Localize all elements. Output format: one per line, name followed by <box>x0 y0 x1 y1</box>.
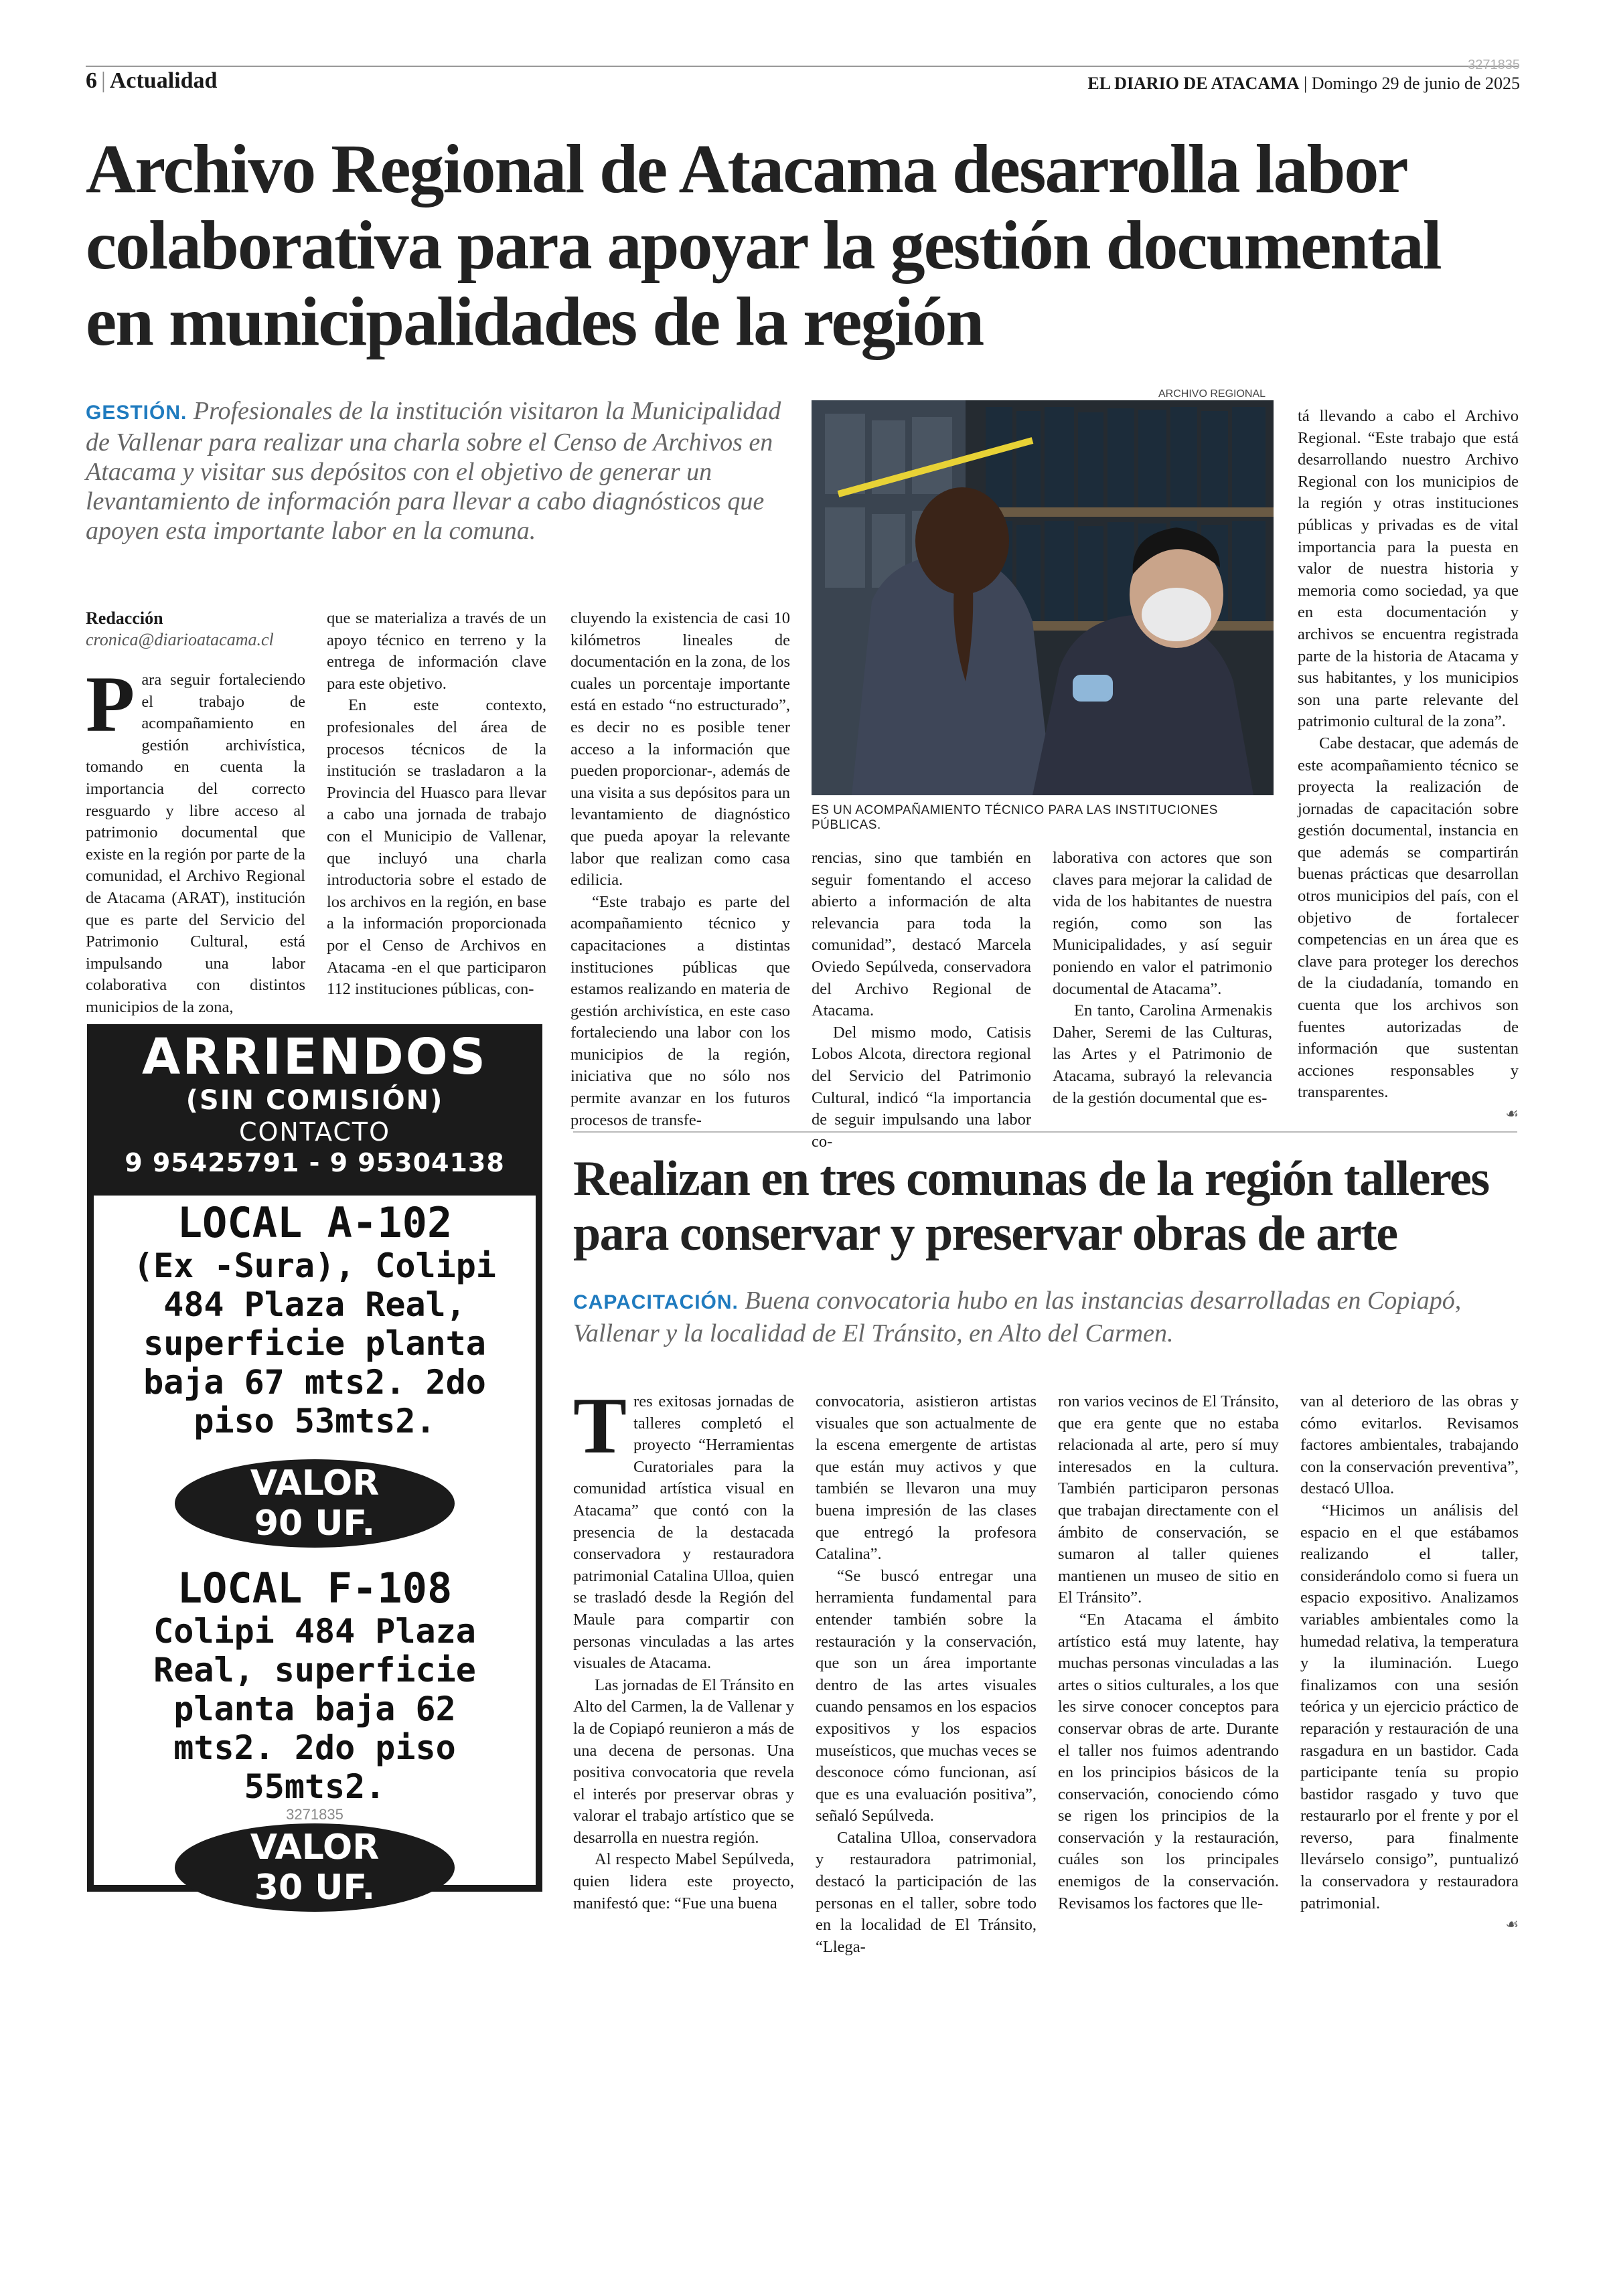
paragraph: que se materializa a través de un apoyo técnico en terreno y la entrega de información clave para este objetivo. <box>327 609 546 693</box>
page-number: 6 <box>86 68 97 93</box>
second-headline: Realizan en tres comunas de la región talleres para conservar y preservar obras de arte <box>573 1151 1489 1261</box>
paragraph: rencias, sino que también en seguir fomentando el acceso abierto a información de alta relevancia para toda la comunidad”, destacó Marcela Oviedo Sepúlveda, conservadora del Archivo Regional de Atacama. <box>812 849 1031 1020</box>
ad-contact-label: CONTACTO <box>238 1117 391 1147</box>
local2-title: LOCAL F-108 <box>177 1564 453 1613</box>
article1-column-6 <box>1298 406 1519 1126</box>
lead-kicker: GESTIÓN. <box>86 402 187 424</box>
valor-label: VALOR <box>250 1463 380 1503</box>
valor-label: VALOR <box>250 1827 380 1868</box>
dropcap: P <box>86 659 135 748</box>
article2-column-4 <box>1300 1391 1519 1937</box>
byline <box>86 608 313 651</box>
header-separator: | <box>101 68 106 93</box>
article2-column-2 <box>816 1391 1037 1958</box>
local1-description: (Ex -Sura), Colipi 484 Plaza Real, superficie planta baja 67 mts2. 2do piso 53mts2. <box>133 1246 496 1441</box>
ad-title: ARRIENDOS <box>142 1028 487 1086</box>
article2-column-1 <box>573 1381 794 1914</box>
lead-kicker: CAPACITACIÓN. <box>573 1291 739 1313</box>
photo-illustration <box>812 400 1274 795</box>
rental-advertisement <box>87 1024 542 1908</box>
article1-column-3 <box>570 608 790 1131</box>
byline-email: cronica@diarioatacama.cl <box>86 630 274 649</box>
lead-text: Buena convocatoria hubo en las instancias desarrolladas en Copiapó, Vallenar y la localidad de El Tránsito, en Alto del Carmen. <box>573 1287 1462 1347</box>
article-photo <box>812 400 1274 795</box>
paragraph: laborativa con actores que son claves para mejorar la calidad de vida de los habitantes de nuestra región, como son las Municipalidades, y así seguir poniendo en valor el patrimonio documental de Atacama”. <box>1053 849 1272 998</box>
photo-credit: ARCHIVO REGIONAL <box>1158 388 1266 400</box>
paragraph: convocatoria, asistieron artistas visuales que son actualmente de la escena emergente de artistas que están muy activos y que también se llevaron una muy buena impresión de las clases que entregó la profesora Catalina”. <box>816 1392 1037 1564</box>
byline-name: Redacción <box>86 608 163 628</box>
newspaper-name: EL DIARIO DE ATACAMA <box>1087 74 1300 93</box>
paragraph: En este contexto, profesionales del área de procesos técnicos de la institución se trasladaron a la Provincia del Huasco para llevar a cabo una jornada de trabajo con el Municipio de Vallenar, que incluyó una charla introductoria sobre el estado de los archivos en la región, en base a la información proporcionada por el Censo de Archivos en Atacama -en el que participaron 112 instituciones públicas, con- <box>327 696 546 999</box>
paragraph: Al respecto Mabel Sepúlveda, quien lidera este proyecto, manifestó que: “Fue una buena <box>573 1850 794 1912</box>
paragraph: cluyendo la existencia de casi 10 kilómetros lineales de documentación en la zona, de los cuales un porcentaje importante está en estado “no estructurado”, es decir no es posible tener acceso a la información que pueden proporcionar-, además de una visita a sus depósitos para un levantamiento de diagnóstico que pueda apoyar la relevante labor que realizan como casa edilicia. <box>570 609 790 890</box>
local2-description: Colipi 484 Plaza Real, superficie planta baja 62 mts2. 2do piso 55mts2. <box>153 1612 476 1806</box>
section-name: Actualidad <box>109 68 218 93</box>
local1-price: 90 UF. <box>254 1503 376 1544</box>
ad-phones: 9 95425791 - 9 95304138 <box>125 1148 505 1177</box>
dateline-separator: | <box>1299 74 1312 93</box>
column-text: res exitosas jornadas de talleres completó el proyecto “Herramientas Curatoriales para la comunidad artística visual en Atacama” que contó con la presencia de la destacada conservadora y restauradora patrimonial Catalina Ulloa, quien se trasladó desde la Región del Maule para compartir con personas vinculadas a las artes visuales de Atacama. <box>573 1392 794 1673</box>
paragraph: “Hicimos un análisis del espacio en el que estábamos realizando el taller, considerándolo como si fuera un espacio expositivo. Analizamos variables ambientales como la humedad relativa, la temperatura y la iluminación. Luego finalizamos con una sesión teórica y un ejercicio práctico de reparación y restauración de una rasgadura en un bastidor. Cada participante tenía su propio bastidor rasgado y tuvo que restaurarlo por el frente y por el reverso, para finalmente llevárselo consigo”, puntualizó la conservadora y restauradora patrimonial. <box>1300 1501 1519 1912</box>
article1-column-1 <box>86 659 305 1019</box>
newspaper-dateline <box>1087 74 1520 94</box>
ad-subtitle: (SIN COMISIÓN) <box>185 1085 444 1116</box>
paragraph: “En Atacama el ámbito artístico está muy latente, hay muchas personas vinculadas a las artes o sitios culturales, a los que les sirve conocer conceptos para conservar obras de arte. Durante el taller nos fuimos adentrando en los principios básicos de la conservación, conociendo cómo se rigen los principios de la conservación y la restauración, cuáles son los principales enemigos de la conservación. Revisamos los factores que lle- <box>1058 1610 1279 1912</box>
dropcap: T <box>573 1381 627 1470</box>
paragraph: Las jornadas de El Tránsito en Alto del Carmen, la de Vallenar y la de Copiapó reunieron a más de una decena de personas. Una positiva convocatoria que revela el interés por preservar obras y valorar el trabajo artístico que se desarrolla en nuestra región. <box>573 1675 794 1847</box>
article-divider <box>573 1131 1517 1133</box>
paragraph: Cabe destacar, que además de este acompañamiento técnico se proyecta la realización de jornadas de capacitación sobre gestión documental, instancia en que además se compartirán buenas prácticas que desarrollan otros municipios del país, con el objetivo de fortalecer competencias en un área que es clave para proteger los derechos de la ciudadanía, tomando en cuenta que los archivos son fuentes autorizadas de información que sustentan acciones responsables y transparentes. <box>1298 734 1519 1102</box>
ad-header <box>87 1024 542 1190</box>
local2-price: 30 UF. <box>254 1868 376 1908</box>
article1-column-2 <box>327 608 546 1001</box>
paragraph: Catalina Ulloa, conservadora y restauradora patrimonial, destacó la participación de las personas en el taller, sobre todo en la localidad de El Tránsito, “Llega- <box>816 1828 1037 1956</box>
column-text: ara seguir fortaleciendo el trabajo de acompañamiento en gestión archivística, tomando en cuenta la importancia del correcto resguardo y libre acceso al patrimonio documental que existe en la región por parte de la comunidad, el Archivo Regional de Atacama (ARAT), institución que es parte del Servicio del Patrimonio Cultural, está impulsando una labor colaborativa con distintos municipios de la zona, <box>86 671 305 1016</box>
paragraph: Del mismo modo, Catisis Lobos Alcota, directora regional del Servicio del Patrimonio Cultural, indicó “la importancia de seguir impulsando una labor co- <box>812 1023 1031 1151</box>
lead-text: Profesionales de la institución visitaron la Municipalidad de Vallenar para realizar una charla sobre el Censo de Archivos en Atacama y visitar sus depósitos con el objetivo de generar un levantamiento de información para llevar a cabo diagnósticos que apoyen esta importante labor en la comuna. <box>86 397 781 545</box>
end-mark: ☙ <box>1505 1106 1519 1123</box>
article1-column-4 <box>812 847 1031 1153</box>
end-mark: ☙ <box>1505 1916 1519 1934</box>
ad-code: 3271835 <box>286 1806 343 1823</box>
paragraph: van al deterioro de las obras y cómo evitarlos. Revisamos factores ambientales, trabajando con la conservación preventiva”, destacó Ulloa. <box>1300 1392 1519 1498</box>
paragraph: tá llevando a cabo el Archivo Regional. “Este trabajo que está desarrollando nuestro Archivo Regional con los municipios de la región y otras instituciones públicas y privadas es de vital importancia para la puesta en valor de nuestra historia y memoria como sociedad, ya que en esta documentación y archivos se encuentra registrada parte de la historia de Atacama y sus habitantes, y los municipios son una parte relevante del patrimonio cultural de la zona”. <box>1298 407 1519 731</box>
paragraph: “Se buscó entregar una herramienta fundamental para entender también sobre la restauración y la conservación, que son un área importante dentro de las artes visuales cuando pensamos en los espacios expositivos y los espacios museísticos, que muchas veces se desconoce cómo funcionan, así que es una evaluación positiva”, señaló Sepúlveda. <box>816 1566 1037 1825</box>
page-code: 3271835 <box>1468 58 1520 72</box>
local1-price-badge <box>175 1459 455 1548</box>
header-rule <box>86 66 1519 67</box>
main-headline: Archivo Regional de Atacama desarrolla labor colaborativa para apoyar la gestión documental en municipalidades de la región <box>86 131 1441 360</box>
local2-price-badge <box>175 1823 455 1912</box>
paragraph: “Este trabajo es parte del acompañamiento técnico y capacitaciones a distintas instituciones públicas que estamos realizando en materia de gestión archivística, en este caso fortaleciendo una labor con los municipios de la región, iniciativa que no sólo nos permite avanzar en los futuros procesos de transfe- <box>570 892 790 1129</box>
article2-column-3 <box>1058 1391 1279 1914</box>
second-article-lead <box>573 1285 1524 1349</box>
ad-body <box>94 1196 536 1908</box>
article1-column-5 <box>1053 847 1272 1109</box>
paragraph: ron varios vecinos de El Tránsito, que era gente que no estaba relacionada al arte, pero sí muy interesados en la cultura. También participaron personas que trabajan directamente con el ámbito de conservación, se sumaron al taller quienes mantienen un museo de sitio en El Tránsito”. <box>1058 1392 1279 1607</box>
local1-title: LOCAL A-102 <box>177 1198 453 1247</box>
issue-date: Domingo 29 de junio de 2025 <box>1311 74 1520 93</box>
section-header <box>86 68 217 94</box>
photo-caption: ES UN ACOMPAÑAMIENTO TÉCNICO PARA LAS INSTITUCIONES PÚBLICAS. <box>812 803 1218 832</box>
paragraph: En tanto, Carolina Armenakis Daher, Seremi de las Culturas, las Artes y el Patrimonio de Atacama, subrayó la relevancia de la gestión documental que es- <box>1053 1001 1272 1107</box>
article-lead <box>86 396 789 546</box>
